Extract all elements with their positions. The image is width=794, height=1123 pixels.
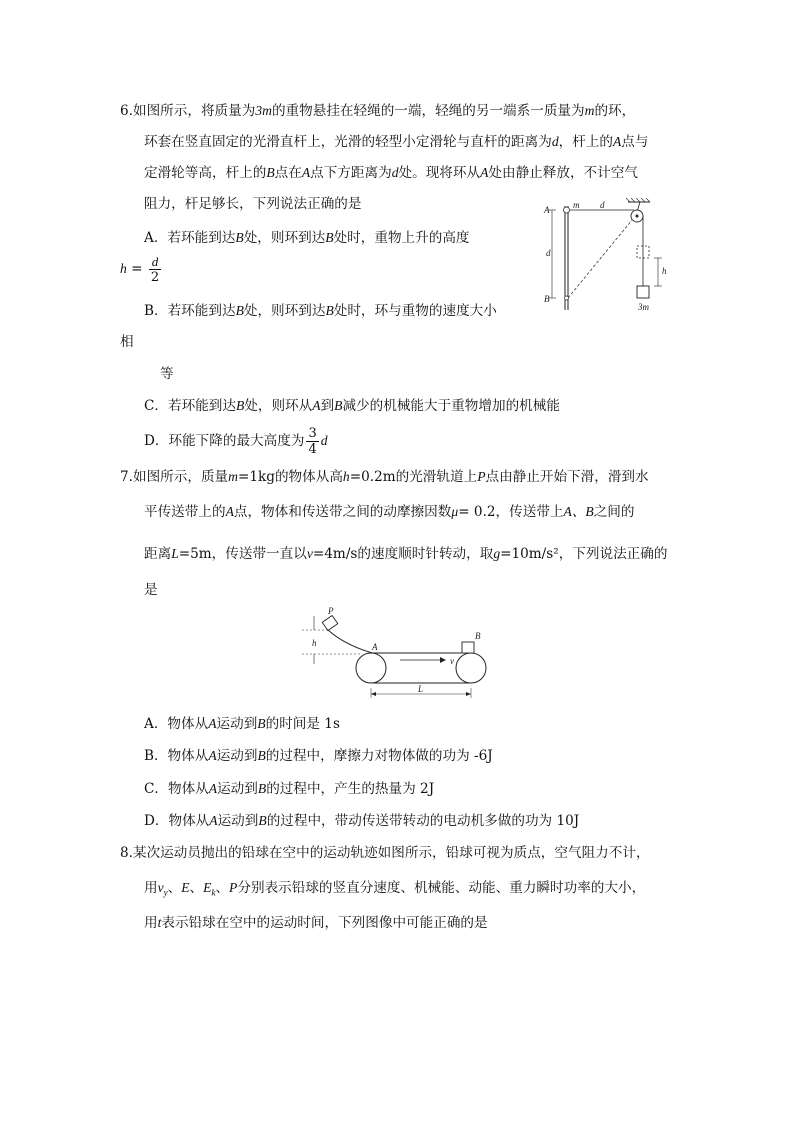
q6-line-3: 定滑轮等高，杆上的B点在A点下方距离为d处。现将环从A处由静止释放，不计空气 — [144, 165, 638, 181]
q7-option-d: D．物体从A运动到B的过程中，带动传送带转动的电动机多做的功为 10J — [144, 813, 580, 829]
q6-line-2: 环套在竖直固定的光滑直杆上，光滑的轻型小定滑轮与直杆的距离为d，杆上的A点与 — [144, 134, 649, 150]
fig6-label-3m: 3m — [638, 302, 649, 312]
q6-pulley-figure — [538, 198, 688, 320]
fraction-3-over-4: $\frac{3}{4}$ — [308, 426, 317, 457]
fig6-label-A: A — [544, 205, 550, 215]
q6-option-d: D．环能下降的最大高度为 $\frac{3}{4}$ d — [144, 426, 328, 457]
q8-line-1: 8.某次运动员抛出的铅球在空中的运动轨迹如图所示，铅球可视为质点，空气阻力不计， — [120, 845, 650, 861]
fig7-label-B: B — [475, 631, 481, 641]
q8-line-3: 用t表示铅球在空中的运动时间，下列图像中可能正确的是 — [144, 915, 488, 931]
q6-option-b-wrap-1: 相 — [120, 334, 134, 350]
fig7-label-L: L — [418, 684, 424, 694]
fig6-label-m: m — [573, 200, 580, 210]
q8-number: 8. — [120, 845, 133, 861]
q7-number: 7. — [120, 469, 133, 485]
q6-line-4: 阻力，杆足够长，下列说法正确的是 — [144, 196, 362, 212]
fraction-d-over-2: $\frac{d}{2}$ — [150, 254, 160, 285]
q7-option-a: A．物体从A运动到B的时间是 1s — [144, 716, 340, 732]
q6-number: 6. — [120, 103, 133, 119]
q7-option-b: B．物体从A运动到B的过程中，摩擦力对物体做的功为 -6J — [144, 748, 493, 764]
q6-option-c: C．若环能到达B处，则环从A到B减少的机械能大于重物增加的机械能 — [144, 398, 560, 414]
q7-line-1: 7.如图所示，质量m=1kg的物体从高h=0.2m的光滑轨道上P点由静止开始下滑，滑到水 — [120, 469, 649, 485]
q7-conveyor-figure — [300, 604, 500, 702]
q6-option-a-formula: h = $\frac{d}{2}$ — [120, 254, 160, 285]
fig7-label-P: P — [328, 606, 334, 616]
q7-line-2: 平传送带上的A点，物体和传送带之间的动摩擦因数μ= 0.2，传送带上A、B之间的 — [144, 504, 635, 520]
q6-option-a: A．若环能到达B处，则环到达B处时，重物上升的高度 — [144, 230, 470, 246]
q6-option-b-wrap-2: 等 — [160, 366, 174, 382]
fig6-label-B: B — [544, 294, 550, 304]
fig6-label-h: h — [662, 266, 667, 276]
q7-option-c: C．物体从A运动到B的过程中，产生的热量为 2J — [144, 781, 435, 797]
fig7-label-A: A — [372, 642, 378, 652]
q6-option-b: B．若环能到达B处，则环到达B处时，环与重物的速度大小 — [144, 303, 497, 319]
fig7-label-v: v — [450, 656, 454, 666]
fig6-label-d-side: d — [546, 248, 551, 258]
fig6-label-d-top: d — [600, 200, 605, 210]
fig7-label-h: h — [312, 638, 317, 648]
q8-line-2: 用$v_y$、E、$E_k$、P分别表示铅球的竖直分速度、机械能、动能、重力瞬时功率的大小， — [144, 880, 646, 898]
q7-line-4: 是 — [144, 582, 158, 598]
q6-line-1: 6.如图所示，将质量为3m的重物悬挂在轻绳的一端，轻绳的另一端系一质量为m的环， — [120, 103, 636, 119]
q7-line-3: 距离L=5m，传送带一直以v=4m/s的速度顺时针转动，取g=10m/s²，下列说法正确的 — [144, 546, 668, 562]
